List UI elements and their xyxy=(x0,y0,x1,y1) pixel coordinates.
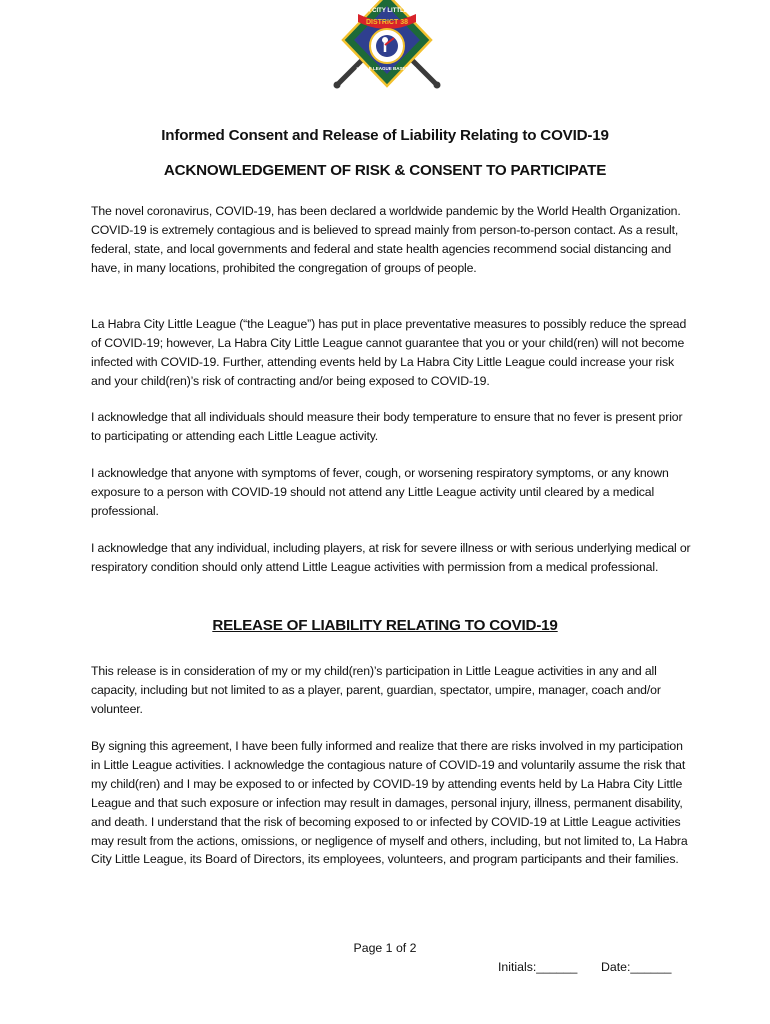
initials-field[interactable]: Initials:______ xyxy=(498,960,578,974)
paragraph-symptoms: I acknowledge that anyone with symptoms of fever, cough, or worsening respiratory symptoms, or any known exposure to a person with COVID-19 should not attend any Little League activity until cleared by a medical professional. xyxy=(91,466,669,518)
league-logo xyxy=(328,0,446,92)
paragraph-high-risk: I acknowledge that any individual, including players, at risk for severe illness or with serious underlying medical or respiratory condition should only attend Little League activities with permission from a medical professional. xyxy=(91,541,691,574)
league-logo-graphic xyxy=(328,0,446,92)
logo-top-text: LA HABRA CITY LITTLE LEAGUE xyxy=(339,8,435,14)
logo-district-text: DISTRICT 38 xyxy=(365,19,409,26)
section-heading-release: RELEASE OF LIABILITY RELATING TO COVID-19 xyxy=(212,617,558,634)
paragraph-agreement: By signing this agreement, I have been fully informed and realize that there are risks involved in my participation in Little League activities. I acknowledge the contagious nature of COVID-19 and voluntarily assume the risk that my child(ren) and I may be exposed to or infected by COVID-19 by attending events held by La Habra City Little League and that such exposure or infection may result in damages, personal injury, illness, permanent disability, and death. I understand that the risk of becoming exposed to or infected by COVID-19 at Little League activities may result from the actions, omissions, or negligence of myself and others, including, but not limited to, La Habra City Little League, its Board of Directors, its employees, volunteers, and program participants and their families. xyxy=(91,739,688,867)
date-field[interactable]: Date:______ xyxy=(601,960,672,974)
section-heading-acknowledgement: ACKNOWLEDGEMENT OF RISK & CONSENT TO PARTICIPATE xyxy=(163,162,607,179)
paragraph-pandemic: The novel coronavirus, COVID-19, has been declared a worldwide pandemic by the World Health Organization. COVID-19 is extremely contagious and is believed to spread mainly from person-to-person contact. As a result, federal, state, and local governments and federal and state health agencies recommend social distancing and have, in many locations, prohibited the congregation of groups of people. xyxy=(91,204,681,275)
logo-inner-text: LITTLE LEAGUE BASEBALL xyxy=(356,66,418,71)
page-number: Page 1 of 2 xyxy=(353,941,417,955)
paragraph-consideration: This release is in consideration of my or my child(ren)’s participation in Little League activities in any and all capacity, including but not limited to as a player, parent, guardian, spectator, umpire, manager, coach and/or volunteer. xyxy=(91,664,661,716)
paragraph-temperature: I acknowledge that all individuals should measure their body temperature to ensure that no fever is present prior to participating or attending each Little League activity. xyxy=(91,410,683,443)
paragraph-preventative-measures: La Habra City Little League (“the League”) has put in place preventative measures to possibly reduce the spread of COVID-19; however, La Habra City Little League cannot guarantee that you or your child(ren) will not become infected with COVID-19. Further, attending events held by La Habra City Little League could increase your risk and your child(ren)’s risk of contracting and/or being exposed to COVID-19. xyxy=(91,317,687,388)
document-title: Informed Consent and Release of Liability Relating to COVID-19 xyxy=(161,127,609,144)
